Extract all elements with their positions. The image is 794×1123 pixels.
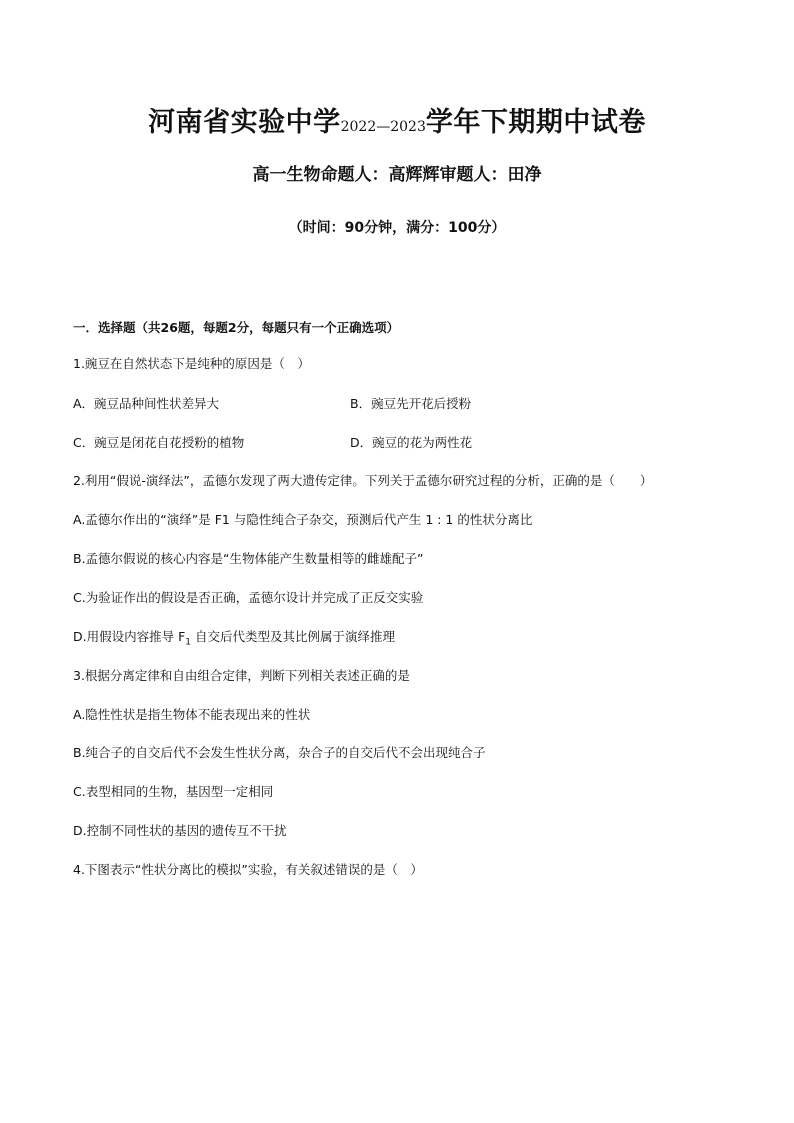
exam-time-info: （时间：90分钟，满分：100分） — [288, 220, 506, 236]
question-2-option-b: B.孟德尔假说的核心内容是“生物体能产生数量相等的雌雄配子” — [73, 551, 424, 566]
question-3-option-b: B.纯合子的自交后代不会发生性状分离，杂合子的自交后代不会出现纯合子 — [73, 745, 486, 760]
question-2-option-a: A.孟德尔作出的“演绎”是 F1 与隐性纯合子杂交，预测后代产生 1 : 1 的性状分离比 — [73, 512, 533, 527]
exam-title — [0, 100, 794, 139]
question-2-option-d-tail: 自交后代类型及其比例属于演绎推理 — [191, 629, 395, 644]
question-1-option-a: A．豌豆品种间性状差异大 — [73, 396, 220, 411]
question-1-option-d: D．豌豆的花为两性花 — [350, 435, 473, 450]
question-3-option-a: A.隐性性状是指生物体不能表现出来的性状 — [73, 707, 311, 722]
question-2-option-d — [73, 629, 395, 651]
question-2-stem: 2.利用“假说-演绎法”，孟德尔发现了两大遗传定律。下列关于孟德尔研究过程的分析，正确的是（ ） — [73, 473, 653, 488]
question-3-option-c: C.表型相同的生物，基因型一定相同 — [73, 784, 274, 799]
question-4-stem: 4.下图表示“性状分离比的模拟”实验，有关叙述错误的是（ ） — [73, 862, 423, 877]
title-year: 2022—2023 — [340, 119, 426, 135]
question-1-option-b: B．豌豆先开花后授粉 — [350, 396, 472, 411]
question-2-option-c: C.为验证作出的假设是否正确，孟德尔设计并完成了正反交实验 — [73, 590, 424, 605]
question-3-option-d: D.控制不同性状的基因的遗传互不干扰 — [73, 823, 287, 838]
question-1-stem: 1.豌豆在自然状态下是纯种的原因是（ ） — [73, 356, 310, 371]
question-2-option-d-subscript: 1 — [185, 637, 191, 648]
section-heading: 一．选择题（共26题，每题2分，每题只有一个正确选项） — [73, 320, 400, 335]
question-2-option-d-text: D.用假设内容推导 F — [73, 629, 186, 644]
exam-subtitle: 高一生物命题人：高辉辉审题人：田净 — [252, 165, 542, 185]
title-term: 学年下期期中试卷 — [425, 107, 646, 138]
question-3-stem: 3.根据分离定律和自由组合定律，判断下列相关表述正确的是 — [73, 668, 410, 683]
question-1-option-c: C．豌豆是闭花自花授粉的植物 — [73, 435, 245, 450]
title-school: 河南省实验中学 — [148, 107, 341, 138]
